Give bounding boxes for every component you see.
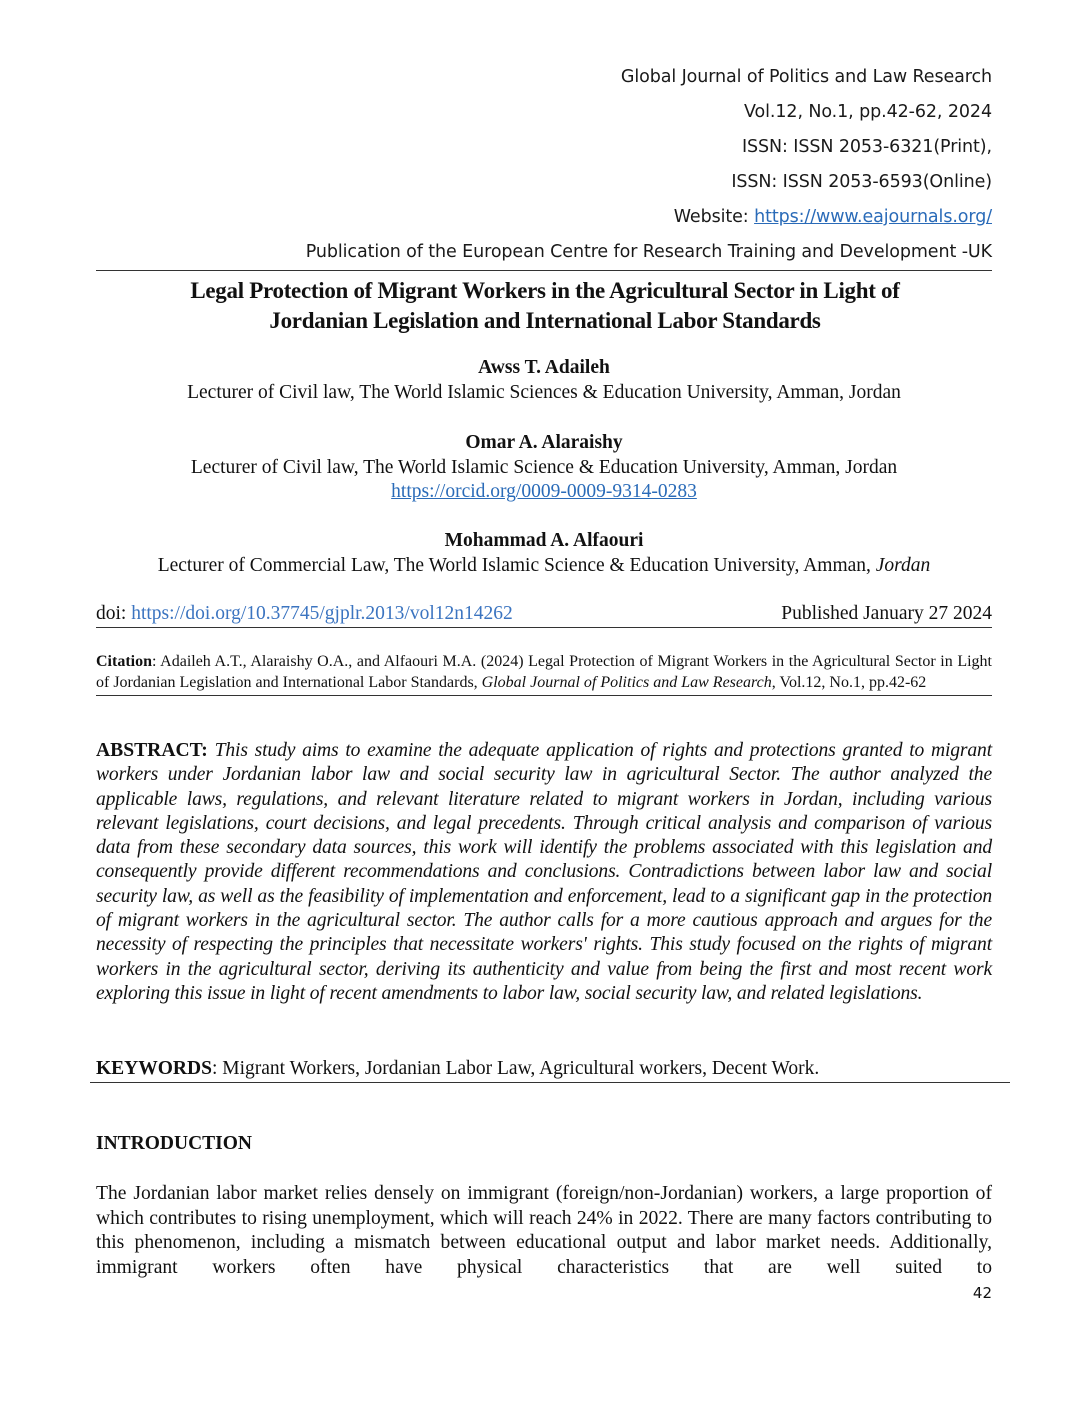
author-name: Omar A. Alaraishy — [465, 432, 623, 453]
doi-row — [96, 601, 992, 628]
author-3 — [96, 529, 992, 578]
abstract — [96, 739, 992, 1006]
title-line-1: Legal Protection of Migrant Workers in the Agricultural Sector in Light of — [190, 278, 900, 303]
introduction-paragraph: The Jordanian labor market relies densely on immigrant (foreign/non-Jordanian) workers, a large proportion of which contributes to rising unemployment, which will reach 24% in 2022. There are many factors contributing to this phenomenon, including a mismatch between educational output and labor market needs. Additionally, immigrant workers often have physical characteristics that are well suited to — [96, 1183, 992, 1278]
orcid-link[interactable]: https://orcid.org/0009-0009-9314-0283 — [391, 481, 697, 502]
page-number: 42 — [972, 1284, 992, 1302]
author-1 — [96, 356, 992, 405]
title-line-2: Jordanian Legislation and International Labor Standards — [269, 308, 821, 333]
affiliation-country: Jordan — [870, 554, 931, 576]
author-affiliation — [96, 554, 992, 579]
doi — [96, 601, 513, 627]
doi-label: doi: — [96, 603, 132, 624]
publisher-line — [96, 235, 992, 271]
citation — [96, 651, 992, 696]
keywords-text: : Migrant Workers, Jordanian Labor Law, Agricultural workers, Decent Work. — [211, 1058, 820, 1079]
author-2 — [96, 431, 992, 505]
citation-journal: Global Journal of Politics and Law Research — [481, 674, 772, 691]
published-date: Published January 27 2024 — [781, 603, 992, 624]
author-name: Mohammad A. Alfaouri — [444, 530, 644, 551]
volume-issue: Vol.12, No.1, pp.42-62, 2024 — [744, 102, 992, 122]
doi-link[interactable]: https://doi.org/10.37745/gjplr.2013/vol12n14262 — [131, 603, 513, 624]
citation-suffix: , Vol.12, No.1, pp.42-62 — [771, 674, 927, 691]
citation-label: Citation — [96, 653, 152, 670]
author-affiliation: Lecturer of Civil law, The World Islamic Science & Education University, Amman, Jordan — [190, 456, 898, 478]
keywords-label: KEYWORDS — [96, 1058, 212, 1079]
keywords — [90, 1056, 1010, 1083]
paper-title — [100, 276, 990, 336]
abstract-text: This study aims to examine the adequate application of rights and protections granted to migrant workers under Jordanian labor law and social security law in agricultural Sector. The author analyzed the applicable laws, regulations, and relevant literature related to migrant workers in Jordan, including various relevant legislations, court decisions, and legal precedents. Through critical analysis and comparison of various data from these secondary data sources, this work will identify the problems associated with this legislation and consequently provide different recommendations and conclusions. Contradictions between labor law and social security law, as well as the feasibility of implementation and enforcement, lead to a significant gap in the protection of migrant workers in the agricultural sector. The author calls for a more cautious approach and argues for the necessity of respecting the principles that necessitate workers' rights. This study focused on the rights of migrant workers in the agricultural sector, deriving its authenticity and value from being the first and most recent work exploring this issue in light of recent amendments to labor law, social security law, and related legislations. — [96, 740, 992, 1004]
website-label: Website: — [673, 207, 755, 227]
journal-name: Global Journal of Politics and Law Research — [620, 67, 992, 87]
website-link[interactable]: https://www.eajournals.org/ — [754, 207, 992, 227]
issn-print: ISSN: ISSN 2053-6321(Print), — [741, 137, 992, 157]
website-line — [96, 200, 992, 235]
affiliation-text: Lecturer of Commercial Law, The World Islamic Science & Education University, Amman, — [157, 554, 871, 576]
abstract-label: ABSTRACT: — [96, 740, 208, 761]
citation-text: : Adaileh A.T., Alaraishy O.A., and Alfaouri M.A. (2024) Legal Protection of Migrant Workers in the Agricultural Sector in Light of Jordanian Legislation and International Labor Standards, — [96, 653, 992, 691]
author-name: Awss T. Adaileh — [478, 357, 610, 378]
journal-header — [96, 60, 992, 271]
author-affiliation: Lecturer of Civil law, The World Islamic Sciences & Education University, Amman, Jordan — [187, 381, 901, 403]
issn-online: ISSN: ISSN 2053-6593(Online) — [731, 172, 992, 192]
section-heading-introduction: INTRODUCTION — [96, 1133, 253, 1154]
publisher: Publication of the European Centre for Research Training and Development -UK — [305, 242, 992, 262]
